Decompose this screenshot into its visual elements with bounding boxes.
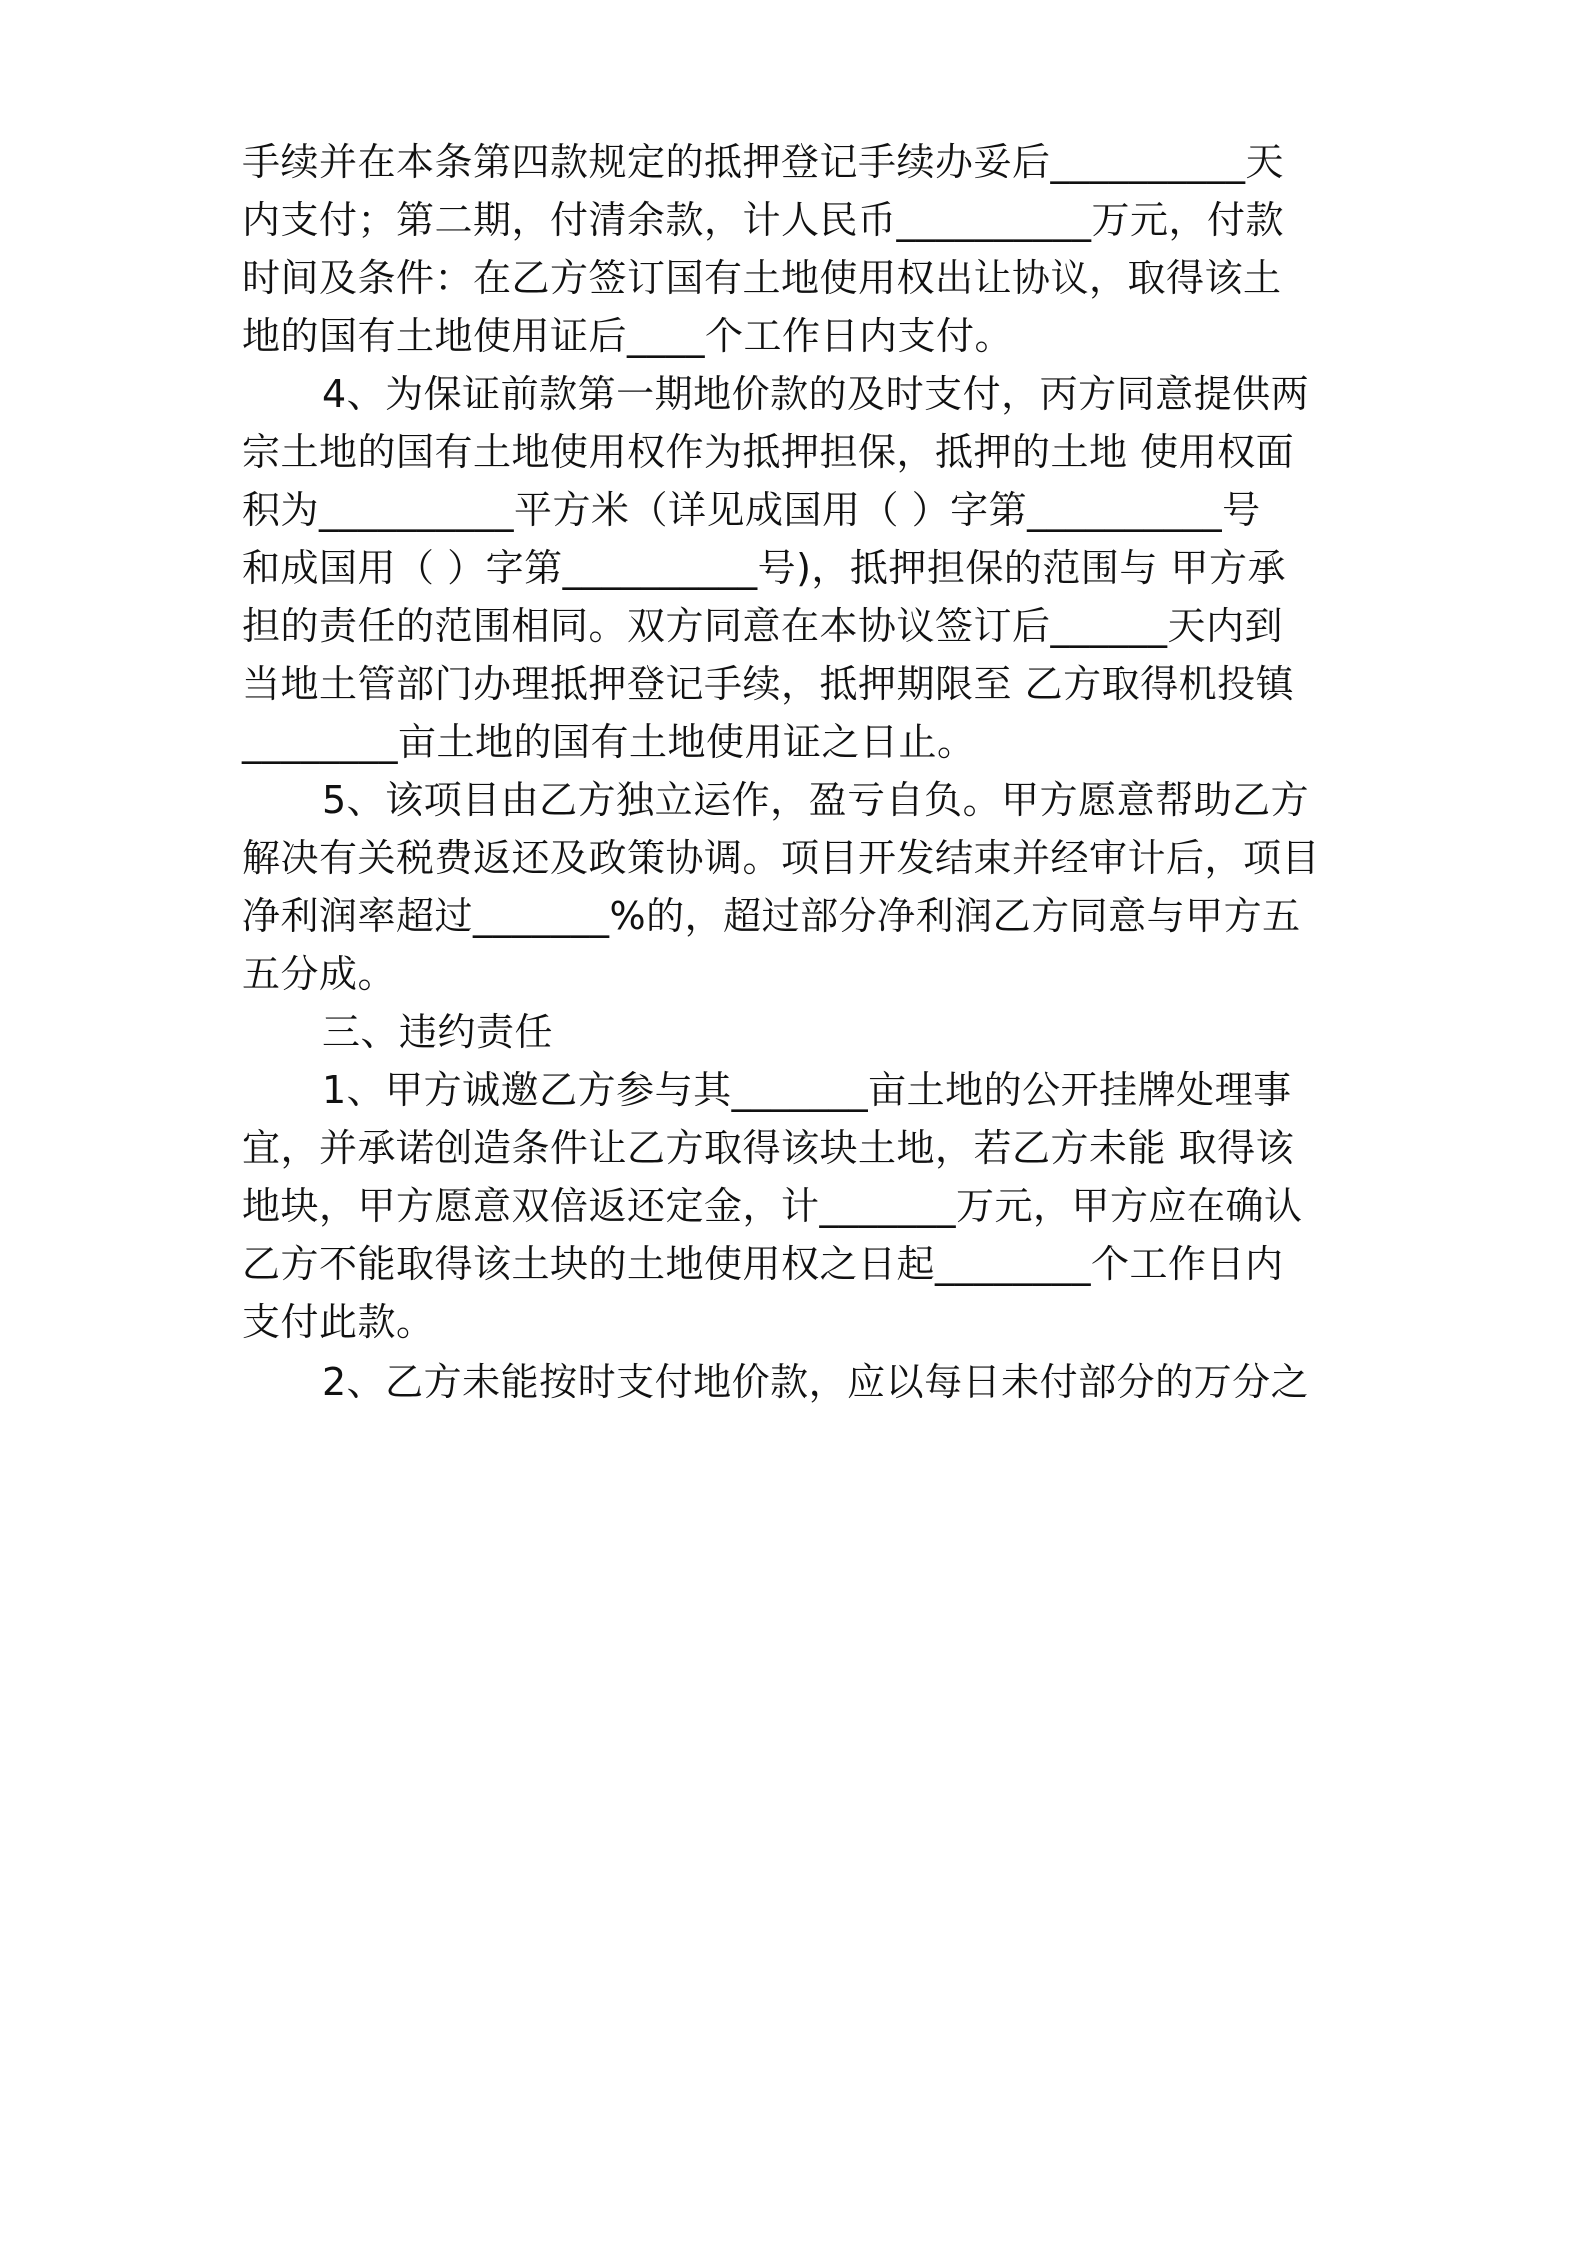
text-line: 1、甲方诚邀乙方参与其_______亩土地的公开挂牌处理事	[322, 1068, 1292, 1112]
text-line: 和成国用（ ）字第__________号)，抵押担保的范围与 甲方承	[242, 546, 1286, 590]
text-line: 4、为保证前款第一期地价款的及时支付，丙方同意提供两	[322, 372, 1310, 416]
text-line: 五分成。	[242, 952, 397, 996]
text-line: 地的国有土地使用证后____个工作日内支付。	[242, 314, 1014, 358]
text-line: 解决有关税费返还及政策协调。项目开发结束并经审计后，项目	[242, 836, 1321, 880]
text-line: 净利润率超过_______%的，超过部分净利润乙方同意与甲方五	[242, 894, 1301, 938]
text-line: 5、该项目由乙方独立运作，盈亏自负。甲方愿意帮助乙方	[322, 778, 1310, 822]
text-line: 积为__________平方米（详见成国用（ ）字第__________号	[242, 488, 1261, 532]
text-line: 宗土地的国有土地使用权作为抵押担保，抵押的土地 使用权面	[242, 430, 1295, 474]
text-line: 当地土管部门办理抵押登记手续，抵押期限至 乙方取得机投镇	[242, 662, 1295, 706]
section-heading: 三、违约责任	[322, 1010, 554, 1054]
text-line: 手续并在本条第四款规定的抵押登记手续办妥后__________天	[242, 140, 1285, 184]
text-line: 乙方不能取得该土块的土地使用权之日起________个工作日内	[242, 1242, 1284, 1286]
text-line: 宜，并承诺创造条件让乙方取得该块土地，若乙方未能 取得该	[242, 1126, 1295, 1170]
text-line: ________亩土地的国有土地使用证之日止。	[242, 720, 976, 764]
text-line: 内支付；第二期，付清余款，计人民币__________万元，付款	[242, 198, 1285, 242]
text-line: 时间及条件：在乙方签订国有土地使用权出让协议，取得该土	[242, 256, 1282, 300]
text-line: 担的责任的范围相同。双方同意在本协议签订后______天内到	[242, 604, 1284, 648]
text-line: 2、乙方未能按时支付地价款，应以每日未付部分的万分之	[322, 1360, 1310, 1404]
text-line: 地块，甲方愿意双倍返还定金，计_______万元，甲方应在确认	[242, 1184, 1303, 1228]
text-line: 支付此款。	[242, 1300, 435, 1344]
